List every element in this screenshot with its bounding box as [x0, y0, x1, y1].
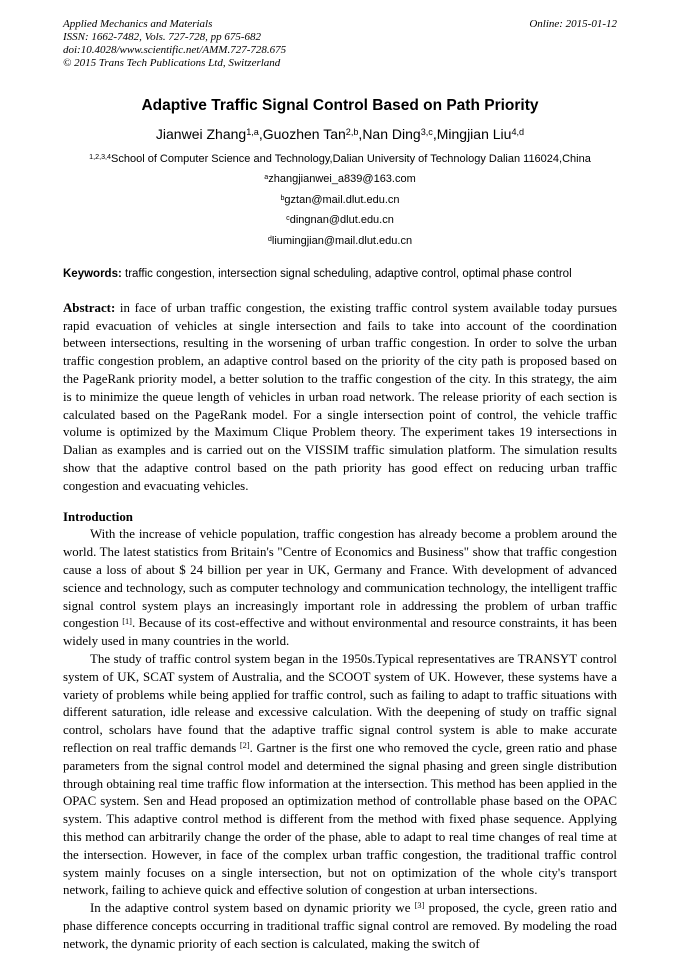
authors-line: Jianwei Zhang$^{1,a}$,Guozhen Tan$^{2,b}$,Nan Ding$^{3,c}$,Mingjian Liu$^{4,d}$	[155, 126, 525, 143]
email-c: $^c$dingnan@dlut.edu.cn	[286, 214, 394, 227]
intro-paragraph-1: With the increase of vehicle population, traffic congestion has already become a problem around the world. The latest statistics from Britain's "Centre of Economics and Business" show that traffic congestion cause a loss of about $ 24 billion per year in UK, Germany and France. With development of advanced science and technology, such as computer technology and communication technology, the intelligent traffic signal control system plays an increasingly important role in addressing the problem of urban traffic congestion [1]. Because of its cost-effective and without environmental and resource constraints, it has been widely used in many countries in the world.	[63, 527, 617, 649]
intro-paragraph-3: In the adaptive control system based on dynamic priority we [3] proposed, the cycle, green ratio and phase difference concepts occurring in traditional traffic signal control are removed. By modeling the road network, the dynamic priority of each section is calculated, making the switch of	[63, 901, 617, 951]
online-date: Online: 2015-01-12	[529, 18, 617, 30]
section-heading-introduction: Introduction	[63, 509, 133, 524]
doi: doi:10.4028/www.scientific.net/AMM.727-728.675	[63, 44, 287, 56]
keywords: Keywords: traffic congestion, intersection signal scheduling, adaptive control, optimal phase control	[63, 267, 572, 280]
email-a: $^a$zhangjianwei_a839@163.com	[264, 173, 416, 186]
affiliation: $^{1,2,3,4}$School of Computer Science and Technology,Dalian University of Technology Dalian 116024,China	[89, 153, 591, 166]
issn-volume-pages: ISSN: 1662-7482, Vols. 727-728, pp 675-682	[63, 31, 261, 43]
publication-header	[63, 18, 617, 70]
copyright-line: © 2015 Trans Tech Publications Ltd, Switzerland	[63, 57, 281, 69]
intro-paragraph-2: The study of traffic control system began in the 1950s.Typical representatives are TRANSYT control system of UK, SCAT system of Australia, and the SCOOT system of UK. However, these systems have a variety of problems while being applied for traffic control, such as failing to adapt to traffic situations with different saturation, idle release and excessive calculation. With the deepening of study on traffic signal control, scholars have found that the adaptive traffic signal control system is able to make accurate reflection on real traffic demands [2]. Gartner is the first one who removed the cycle, green ratio and phase parameters from the signal control model and determined the signal phasing and green single distribution through obtaining real time traffic flow information at the intersection. This method has been applied in the OPAC system. Sen and Head proposed an optimization method of controllable phase based on the OPAC system. This adaptive control method is different from the method with fixed phase sequence. Applying this method can arbitrarily change the order of the phase, able to adapt to real time changes of real time at the intersection. However, in face of the complex urban traffic congestion, the traditional traffic control system mainly focuses on a single intersection, but not on optimization of the whole city's transport network, failing to achieve quick and effective solution of congestion at urban intersections.	[63, 652, 617, 898]
abstract: Abstract: in face of urban traffic congestion, the existing traffic control system available today pursues rapid evacuation of vehicles at single intersection and fails to take into account of the coordination between intersections, resulting in the worsening of urban traffic congestion. In order to solve the urban traffic congestion problem, an adaptive control based on the priority of the city path is proposed based on the PageRank priority model, a better solution to the traffic congestion of the city. In this strategy, the aim is to minimize the queue length of vehicles in urban road network. The release priority of each section is calculated based on the PageRank model. For a single intersection point of control, the vehicle traffic volume is optimized by the Maximum Clique Problem theory. The experiment takes 19 intersections in Dalian as examples and is carried out on the VISSIM traffic simulation platform. The simulation results show that the adaptive control based on the path priority has good effect on reducing urban traffic congestion and evacuating vehicles.	[63, 300, 617, 493]
email-d: $^d$liumingjian@mail.dlut.edu.cn	[267, 234, 413, 247]
email-b: $^b$gztan@mail.dlut.edu.cn	[280, 193, 400, 206]
paper-title: Adaptive Traffic Signal Control Based on Path Priority	[141, 97, 539, 114]
publication-info	[63, 18, 286, 70]
author-emails	[63, 173, 617, 248]
journal-name: Applied Mechanics and Materials	[63, 18, 213, 30]
